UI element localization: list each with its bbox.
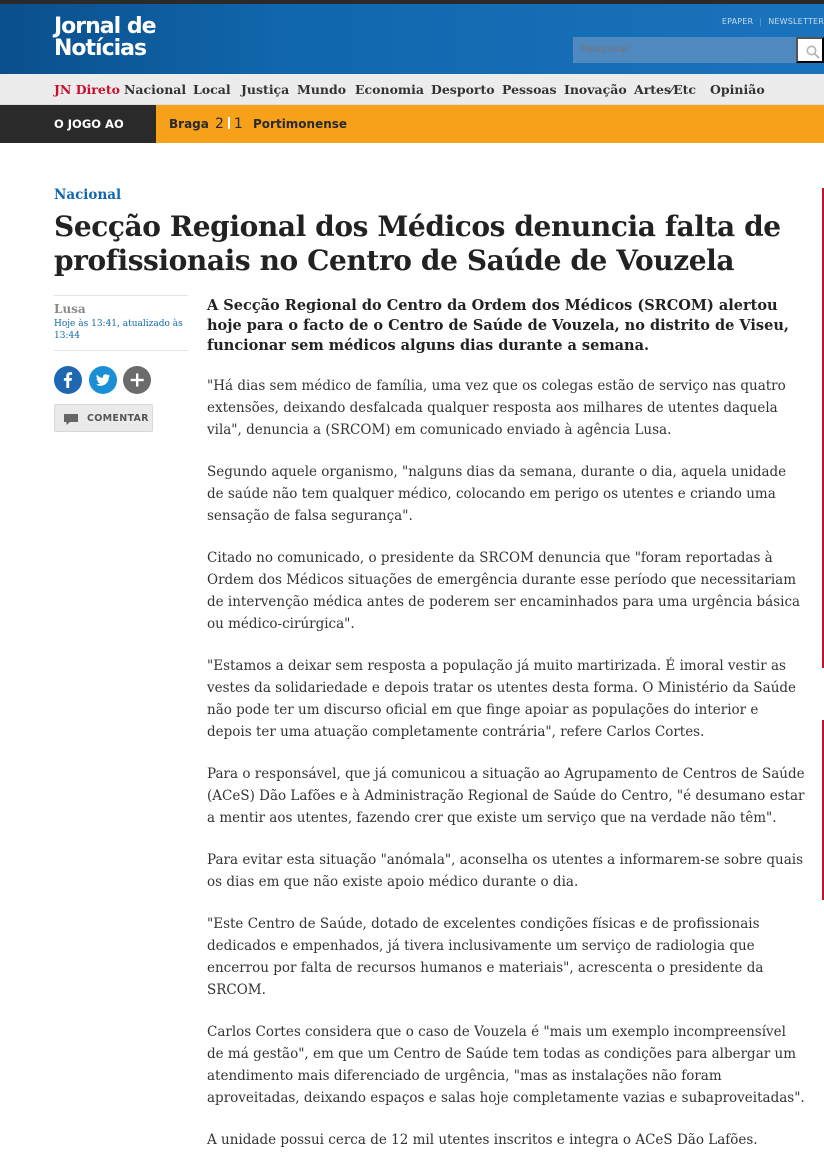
nav-item-inovacao[interactable]: Inovação [564, 82, 627, 97]
article-meta [54, 295, 188, 351]
twitter-icon [89, 366, 117, 394]
nav-item-artes-etc[interactable]: Artes⁄Etc [634, 82, 697, 97]
away-score: 1 [233, 116, 243, 132]
live-game-bar[interactable] [0, 105, 824, 169]
away-team: Portimonense [253, 117, 348, 131]
live-game-tag: O JOGO AO VIVO [0, 105, 156, 143]
article-paragraph: Para o responsável, que já comunicou a situação ao Agrupamento de Centros de Saúde (ACeS) Dão Lafões e à Administração Regional de Saúde do Centro, "é desumano estar a mentir aos utentes, fazendo crer que existe um serviço que na verdade não têm". [207, 766, 805, 826]
article-paragraph: Para evitar esta situação "anómala", aconselha os utentes a informarem-se sobre quais os dias em que não existe apoio médico durante o dia. [207, 852, 804, 890]
comment-button[interactable] [54, 404, 153, 432]
article-paragraph: "Estamos a deixar sem resposta a população já muito martirizada. É imoral vestir as vestes da solidariedade e depois tratar os utentes desta forma. O Ministério da Saúde não pode ter um discurso oficial em que finge apoiar as populações do interior e depois ter uma atuação completamente contrária", refere Carlos Cortes. [207, 658, 797, 740]
comment-icon [63, 413, 79, 426]
section-label[interactable]: Nacional [54, 187, 122, 203]
home-team: Braga [169, 117, 209, 131]
main-nav [0, 74, 824, 105]
search-button[interactable] [796, 37, 824, 63]
nav-item-desporto[interactable]: Desporto [431, 82, 495, 97]
nav-item-justica[interactable]: Justiça [241, 82, 290, 97]
nav-item-opiniao[interactable]: Opinião [710, 82, 765, 97]
utility-links [722, 17, 824, 26]
home-score: 2 [215, 116, 224, 132]
live-score [215, 105, 243, 143]
nav-item-economia[interactable]: Economia [355, 82, 424, 97]
article-author: Lusa [54, 302, 86, 316]
article-title: Secção Regional dos Médicos denuncia falta de profissionais no Centro de Saúde de Vouzela [54, 210, 781, 277]
logo-line-2: Notícias [54, 36, 147, 61]
more-share-button[interactable] [123, 366, 151, 394]
site-logo[interactable] [54, 16, 156, 60]
article-paragraph: "Este Centro de Saúde, dotado de excelentes condições físicas e de profissionais dedicados e empenhados, já tivera inclusivamente um serviço de radiologia que encerrou por falta de recursos humanos e materiais", acrescenta o presidente da SRCOM. [207, 916, 764, 998]
article-paragraph: Segundo aquele organismo, "nalguns dias da semana, durante o dia, aquela unidade de saúde não tem qualquer médico, colocando em perigo os utentes e criando uma sensação de falsa segurança". [207, 464, 787, 524]
epaper-link[interactable]: EPAPER [721, 17, 754, 26]
nav-item-local[interactable]: Local [193, 82, 231, 97]
nav-item-nacional[interactable]: Nacional [124, 82, 187, 97]
site-header [0, 4, 824, 74]
search-input[interactable] [573, 37, 796, 63]
article-paragraph: A unidade possui cerca de 12 mil utentes inscritos e integra o ACeS Dão Lafões. [207, 1132, 758, 1148]
article-date: Hoje às 13:41, atualizado às 13:44 [54, 319, 183, 341]
comment-label: COMENTAR [87, 413, 149, 424]
facebook-share-button[interactable] [54, 366, 82, 394]
search-icon [806, 45, 820, 59]
article-body [207, 375, 805, 1163]
article-paragraph: Citado no comunicado, o presidente da SRCOM denuncia que "foram reportadas à Ordem dos Médicos situações de emergência durante esse período que necessitariam de intervenção médica antes de poderem ser encaminhados para uma urgência básica ou médico-cirúrgica". [207, 550, 801, 632]
nav-item-mundo[interactable]: Mundo [297, 82, 347, 97]
logo-line-1: Jornal de [54, 14, 156, 39]
utility-separator: | [759, 17, 763, 26]
twitter-share-button[interactable] [89, 366, 117, 394]
score-divider [228, 117, 230, 129]
newsletter-link[interactable]: NEWSLETTER [768, 17, 824, 26]
nav-item-jn-direto[interactable]: JN Direto [54, 82, 120, 97]
article-paragraph: Carlos Cortes considera que o caso de Vouzela é "mais um exemplo incompreensível de má gestão", em que um Centro de Saúde tem todas as condições para albergar um atendimento mais diferenciado de urgência, "mas as instalações não foram aproveitadas, deixando espaços e salas hoje completamente vazias e subaproveitadas". [207, 1024, 805, 1106]
facebook-icon [54, 366, 82, 394]
article-paragraph: "Há dias sem médico de família, uma vez que os colegas estão de serviço nas quatro extensões, deixando desfalcada qualquer resposta aos milhares de utentes daquela vila", denuncia a (SRCOM) em comunicado enviado à agência Lusa. [207, 378, 786, 438]
plus-icon [123, 366, 151, 394]
nav-item-pessoas[interactable]: Pessoas [502, 82, 557, 97]
article-lead: A Secção Regional do Centro da Ordem dos Médicos (SRCOM) alertou hoje para o facto de o Centro de Saúde de Vouzela, no distrito de Viseu, funcionar sem médicos alguns dias durante a semana. [207, 297, 789, 354]
